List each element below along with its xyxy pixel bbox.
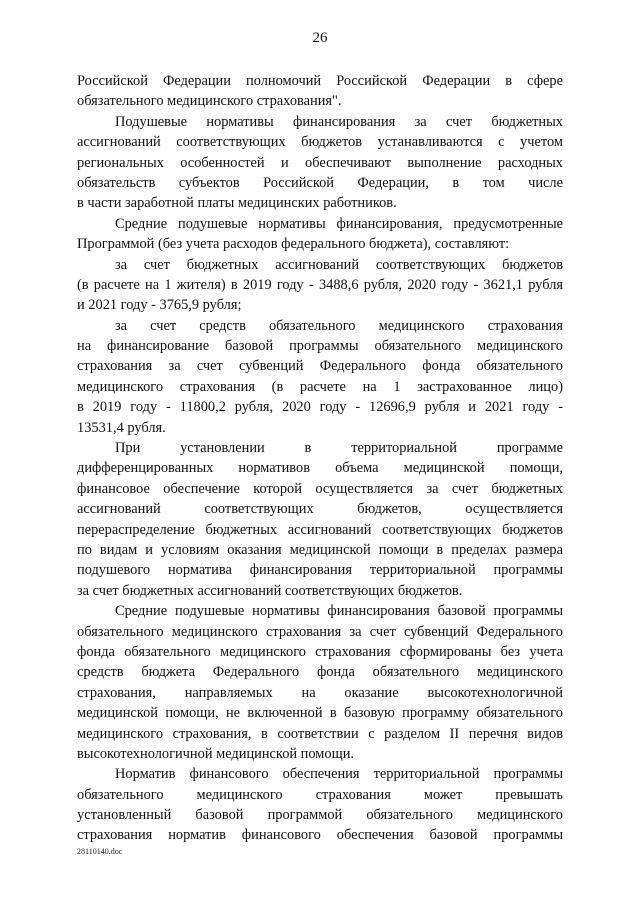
text-line: ассигнований соответствующих бюджетов, осуществляется <box>77 501 563 518</box>
document-body <box>77 71 563 846</box>
text-line: средств бюджета Федерального фонда обязательного медицинского <box>77 664 563 681</box>
text-line: региональных особенностей и обеспечивают выполнение расходных <box>77 154 563 171</box>
text-line: Российской Федерации полномочий Российской Федерации в сфере <box>77 73 563 89</box>
text-line: 13531,4 рубля. <box>77 419 166 436</box>
text-line: подушевого норматива финансирования территориальной программы <box>77 562 563 579</box>
text-line: финансовое обеспечение которой осуществляется за счет бюджетных <box>77 480 563 497</box>
text-line: за счет бюджетных ассигнований соответствующих бюджетов <box>115 256 563 273</box>
text-line: на финансирование базовой программы обязательного медицинского <box>77 338 563 355</box>
text-line: Программой (без учета расходов федерального бюджета), составляют: <box>77 236 510 253</box>
text-line: по видам и условиям оказания медицинской помощи в пределах размера <box>77 541 563 558</box>
text-line: за счет средств обязательного медицинского страхования <box>115 317 563 334</box>
text-line: обязательств субъектов Российской Федерации, в том числе <box>77 174 563 191</box>
text-line: в части заработной платы медицинских работников. <box>77 195 397 212</box>
text-line: Подушевые нормативы финансирования за счет бюджетных <box>115 113 563 130</box>
text-line: в 2019 году - 11800,2 рубля, 2020 году - 12696,9 рубля и 2021 году - <box>77 399 563 416</box>
text-line: за счет бюджетных ассигнований соответствующих бюджетов. <box>77 582 463 599</box>
text-line: ассигнований соответствующих бюджетов устанавливаются с учетом <box>77 134 563 151</box>
text-line: Средние подушевые нормативы финансирования, предусмотренные <box>115 215 563 232</box>
text-line: При установлении в территориальной программе <box>115 440 563 457</box>
text-line: фонда обязательного медицинского страхования сформированы без учета <box>77 643 563 660</box>
text-line: и 2021 году - 3765,9 рубля; <box>77 297 242 314</box>
footer-file-name: 28110140.doc <box>77 847 123 856</box>
text-line: Норматив финансового обеспечения территориальной программы <box>115 766 563 783</box>
text-line: медицинского страхования, в соответствии с разделом II перечня видов <box>77 725 563 742</box>
text-line: медицинской помощи, не включенной в базовую программу обязательного <box>77 705 563 722</box>
page-number: 26 <box>312 30 328 46</box>
text-line: обязательного медицинского страхования". <box>77 93 342 110</box>
text-line: дифференцированных нормативов объема медицинской помощи, <box>77 460 563 477</box>
text-line: перераспределение бюджетных ассигнований соответствующих бюджетов <box>77 521 563 538</box>
text-line: установленный базовой программой обязательного медицинского <box>77 807 563 824</box>
text-line: Средние подушевые нормативы финансирования базовой программы <box>115 603 563 620</box>
text-line: страхования, направляемых на оказание высокотехнологичной <box>77 684 563 701</box>
text-line: обязательного медицинского страхования может превышать <box>77 786 563 803</box>
text-line: (в расчете на 1 жителя) в 2019 году - 3488,6 рубля, 2020 году - 3621,1 рубля <box>77 276 563 293</box>
text-line: медицинского страхования (в расчете на 1 застрахованное лицо) <box>77 378 563 395</box>
text-line: высокотехнологичной медицинской помощи. <box>77 745 354 762</box>
text-line: страхования норматив финансового обеспечения базовой программы <box>77 827 563 844</box>
text-line: страхования за счет субвенций Федерального фонда обязательного <box>77 358 563 375</box>
text-line: обязательного медицинского страхования за счет субвенций Федерального <box>77 623 563 640</box>
